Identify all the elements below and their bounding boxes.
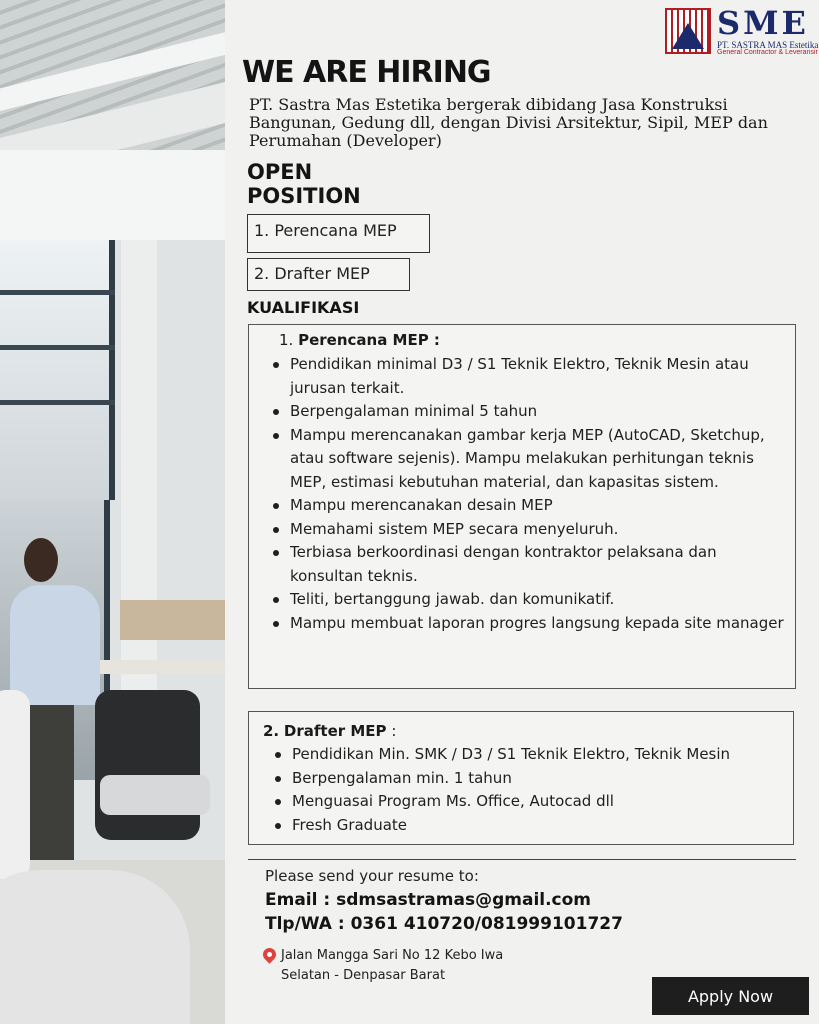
photo-window-bar [0, 345, 115, 350]
photo-wall [0, 150, 225, 240]
list-item: Fresh Graduate [273, 814, 788, 838]
qualification-number: 1. [279, 331, 294, 349]
logo-mark-icon [665, 8, 711, 54]
address [281, 946, 531, 986]
photo-chair [95, 690, 200, 840]
qualification-box-perencana [248, 324, 796, 689]
headline: WE ARE HIRING [242, 55, 491, 90]
list-item: Menguasai Program Ms. Office, Autocad dll [273, 790, 788, 814]
photo-person-head [24, 538, 58, 582]
list-item: Mampu membuat laporan progres langsung kepada site manager [271, 612, 786, 636]
qualification-list [273, 743, 788, 837]
send-resume-text: Please send your resume to: [265, 867, 479, 885]
qualification-heading [279, 331, 440, 349]
intro-text: PT. Sastra Mas Estetika bergerak dibidang Jasa Konstruksi Bangunan, Gedung dll, dengan Divisi Arsitektur, Sipil, MEP dan Perumahan (Developer) [249, 95, 768, 150]
open-position-line2: POSITION [247, 184, 361, 208]
position-box-drafter: 2. Drafter MEP [247, 258, 410, 291]
logo-name: SME [717, 4, 809, 42]
address-line2: Selatan - Denpasar Barat [281, 968, 446, 983]
logo-company: PT. SASTRA MAS Estetika [717, 40, 819, 50]
location-pin-icon [260, 945, 278, 963]
list-item: Teliti, bertanggung jawab. dan komunikatif. [271, 588, 786, 612]
qualification-suffix: : [386, 722, 397, 740]
address-line1: Jalan Mangga Sari No 12 Kebo Iwa [281, 948, 504, 963]
qualification-heading [263, 722, 396, 740]
list-item: Berpengalaman minimal 5 tahun [271, 400, 786, 424]
position-box-perencana: 1. Perencana MEP [247, 214, 430, 253]
qualification-list [271, 353, 786, 635]
list-item: Terbiasa berkoordinasi dengan kontraktor pelaksana dan konsultan teknis. [271, 541, 786, 588]
qualification-name: Drafter MEP [283, 722, 387, 740]
qualification-name: Perencana MEP : [298, 331, 440, 349]
open-position-title [247, 160, 361, 208]
photo-person-left [0, 690, 30, 880]
logo-tagline: General Contractor & Leveransir [717, 49, 818, 56]
list-item: Memahami sistem MEP secara menyeluruh. [271, 518, 786, 542]
photo-chair-seat [100, 775, 210, 815]
list-item: Pendidikan Min. SMK / D3 / S1 Teknik Elektro, Teknik Mesin [273, 743, 788, 767]
photo-foreground-chair [0, 870, 190, 1024]
list-item: Mampu merencanakan gambar kerja MEP (AutoCAD, Sketchup, atau software sejenis). Mampu melakukan perhitungan teknis MEP, estimasi kebutuhan material, dan kapasitas sistem. [271, 424, 786, 495]
photo-window-bar [0, 400, 115, 405]
photo-shelf [120, 600, 225, 640]
contact-phone[interactable]: Tlp/WA : 0361 410720/081999101727 [265, 914, 623, 934]
list-item: Pendidikan minimal D3 / S1 Teknik Elektro, Teknik Mesin atau jurusan terkait. [271, 353, 786, 400]
photo-person [10, 585, 100, 705]
contact-email[interactable]: Email : sdmsastramas@gmail.com [265, 890, 592, 910]
photo-desk [100, 660, 225, 674]
photo-window-bar [0, 290, 115, 295]
qualification-number: 2. [263, 722, 280, 740]
list-item: Mampu merencanakan desain MEP [271, 494, 786, 518]
qualifications-title: KUALIFIKASI [247, 298, 360, 317]
divider [248, 859, 796, 860]
apply-now-button[interactable]: Apply Now [652, 977, 809, 1015]
qualification-box-drafter [248, 711, 794, 845]
open-position-line1: OPEN [247, 160, 313, 184]
company-logo [665, 4, 819, 56]
list-item: Berpengalaman min. 1 tahun [273, 767, 788, 791]
photo-window [0, 240, 115, 500]
office-photo [0, 0, 225, 1024]
